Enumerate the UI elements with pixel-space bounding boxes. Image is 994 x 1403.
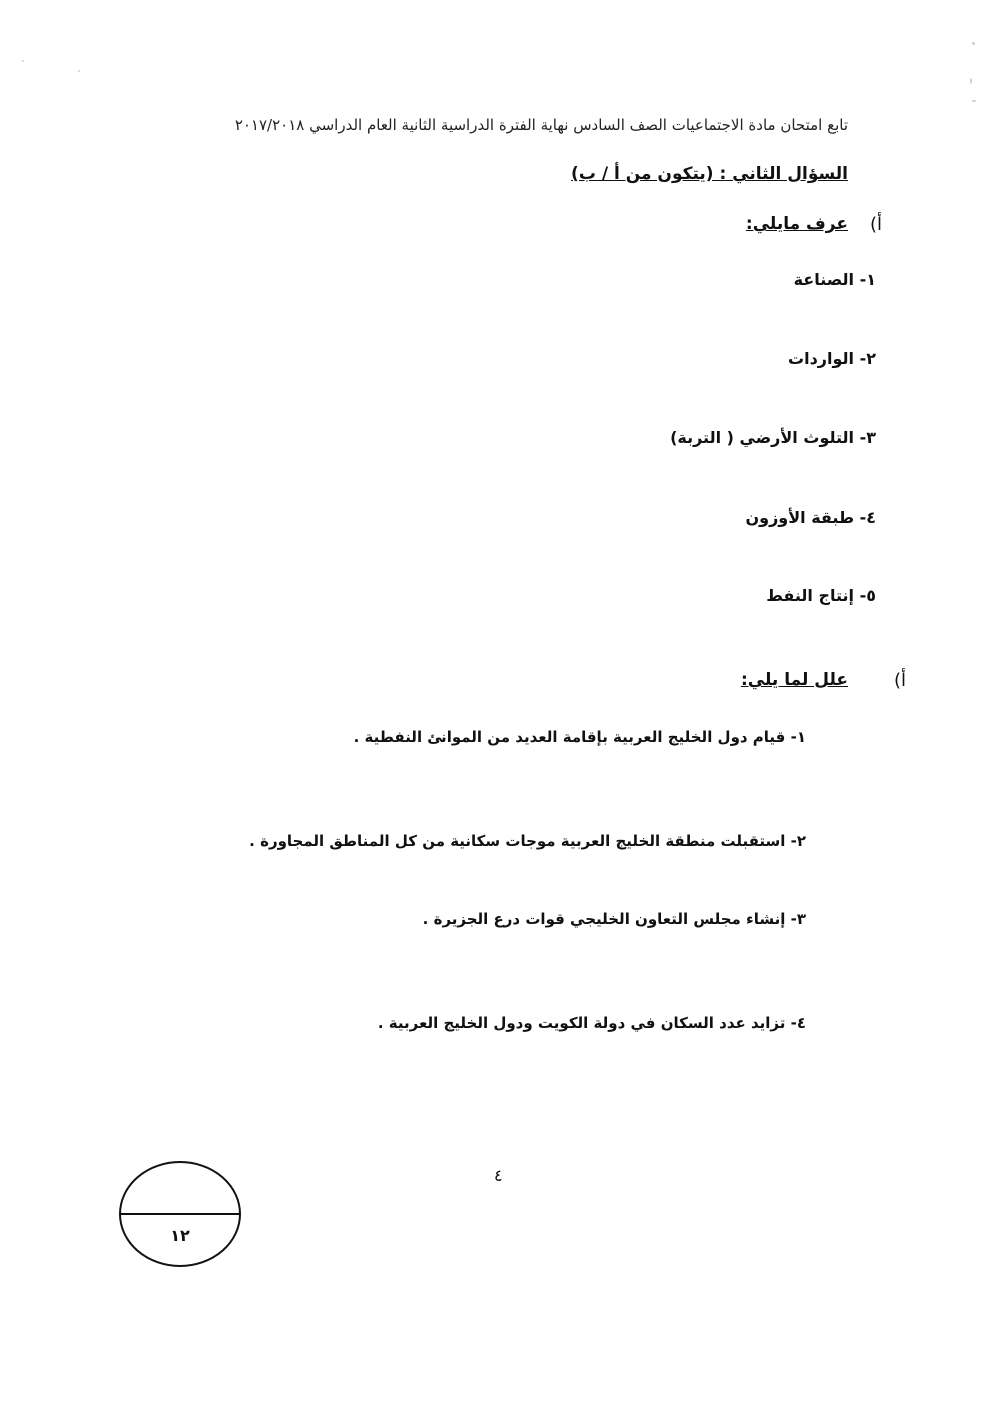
exam-header: تابع امتحان مادة الاجتماعيات الصف السادس نهاية الفترة الدراسية الثانية العام الدراسي ٢٠١٧/٢٠١٨: [234, 116, 848, 134]
reason-item-1: ١- قيام دول الخليج العربية بإقامة العديد من الموانئ النفطية .: [353, 728, 806, 746]
definition-item-5: ٥- إنتاج النفط: [766, 586, 876, 605]
section-a-title: عرف مايلي:: [745, 214, 848, 234]
definition-item-1: ١- الصناعة: [793, 270, 876, 289]
scan-speck: [970, 78, 972, 84]
scan-speck: [78, 70, 80, 72]
score-circle: [118, 1160, 242, 1268]
score-total: ١٢: [170, 1226, 190, 1245]
reason-item-4: ٤- تزايد عدد السكان في دولة الكويت ودول الخليج العربية .: [377, 1014, 806, 1032]
reason-item-2: ٢- استقبلت منطقة الخليج العربية موجات سكانية من كل المناطق المجاورة .: [249, 832, 806, 850]
definition-item-2: ٢- الواردات: [788, 349, 876, 368]
question-title: السؤال الثاني : (يتكون من أ / ب): [571, 164, 848, 184]
score-circle-shape: [118, 1160, 242, 1268]
section-b-letter: أ): [893, 670, 906, 691]
scan-speck: [22, 60, 24, 62]
scan-speck: [972, 100, 976, 102]
section-b-title: علل لما يلي:: [740, 670, 848, 690]
definition-item-4: ٤- طبقة الأوزون: [745, 508, 876, 527]
reason-item-3: ٣- إنشاء مجلس التعاون الخليجي قوات درع الجزيرة .: [422, 910, 806, 928]
section-a-letter: أ): [869, 214, 882, 235]
definition-item-3: ٣- التلوث الأرضي ( التربة): [670, 428, 876, 447]
scan-speck: [972, 42, 975, 45]
page-number: ٤: [494, 1166, 503, 1185]
